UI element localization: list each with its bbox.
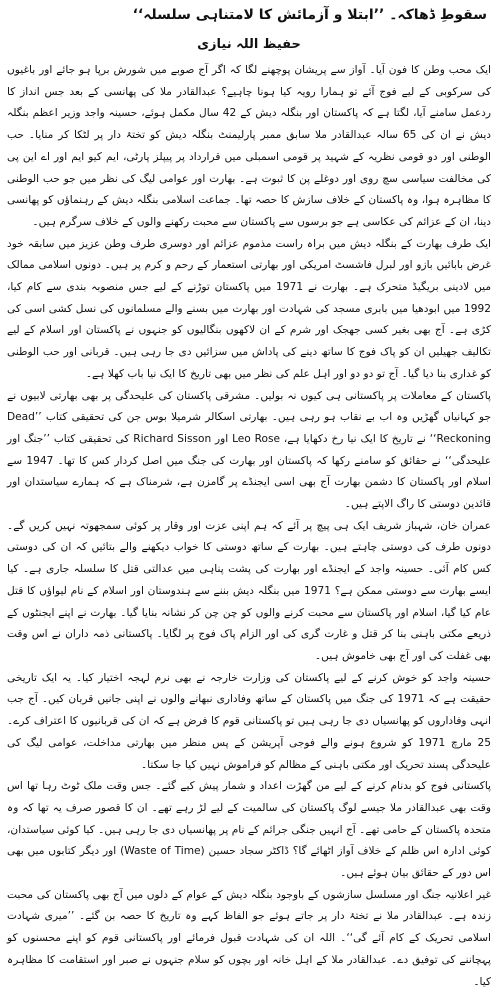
paragraph: ایک محب وطن کا فون آیا۔ آواز سے پریشان پوچھنے لگا کہ اگر آج صوبے میں شورش برپا ہو جائے اور باغیوں کی سرکوبی کے لیے فوج آئے تو ہمارا رویہ کیا ہونا چاہیے؟ عبدالقادر ملا کی پھانسی کے بعد جس انداز کا ردعمل سامنے آیا، لگتا ہے کہ پاکستان اور بنگلہ دیش کے 42 سال مکمل ہوئے، حسینہ واجد وزیر اعظم بنگلہ دیش نے ان کی 65 سالہ عبدالقادر ملا سابق ممبر پارلیمنٹ بنگلہ دیش کو تختۂ دار پر لٹکا کر منایا۔ حب الوطنی اور دو قومی نظریہ کے شہید پر قومی اسمبلی میں قرارداد پر پیپلز پارٹی، ایم کیو ایم اور اے این پی کی مخالفت سیاسی سچ روی اور دوغلے پن کا ثبوت ہے۔ بھارت اور عوامی لیگ کی نظر میں جو حب الوطنی کا مظاہرہ ہوا، وہ پاکستان کے خلاف سازش کا حصہ تھا۔ جماعت اسلامی بنگلہ دیش کے رہنماؤں کو پھانسی دینا، ان کے عزائم کی عکاسی ہے جو برسوں سے پاکستان سے محبت رکھنے والوں کے خلاف سرگرم ہیں۔ — [7, 64, 491, 228]
paragraph: غیر اعلانیہ جنگ اور مسلسل سازشوں کے باوجود بنگلہ دیش کے عوام کے دلوں میں آج بھی پاکستان کی محبت زندہ ہے۔ عبدالقادر ملا نے تختۂ دار پر جاتے ہوئے جو الفاظ کہے وہ تاریخ کا حصہ بن گئے۔ ’’میری شہادت اسلامی تحریک کے کام آئے گی‘‘۔ اللہ ان کی شہادت قبول فرمائے اور پاکستانی قوم کو اپنے محسنوں کو پہچاننے کی توفیق دے۔ عبدالقادر ملا کے اہل خانہ اور بچوں کو سلام جنہوں نے صبر اور استقامت کا مظاہرہ کیا۔ — [7, 888, 491, 988]
paragraph: پاکستانی فوج کو بدنام کرنے کے لیے من گھڑت اعداد و شمار پیش کیے گئے۔ جس وقت ملک ٹوٹ رہا تھا اس وقت بھی عبدالقادر ملا جیسے لوگ پاکستان کی سالمیت کے لیے لڑ رہے تھے۔ ان کا قصور صرف یہ تھا کہ وہ متحدہ پاکستان کے حامی تھے۔ آج انہیں جنگی جرائم کے نام پر پھانسیاں دی جا رہی ہیں۔ کیا کوئی سیاستدان، کوئی ادارہ اس ظلم کے خلاف آواز اٹھائے گا؟ ڈاکٹر سجاد حسین (Waste of Time) اور دیگر کتابوں میں بھی اس دور کے حقائق بیان ہوئے ہیں۔ — [7, 780, 491, 880]
article-body — [7, 60, 491, 993]
paragraph: عمران خان، شہباز شریف ایک ہی پیچ پر آئے کہ ہم اپنی عزت اور وقار پر کوئی سمجھوتہ نہیں کریں گے۔ دونوں طرف کی دوستی چاہتے ہیں۔ بھارت کے ساتھ دوستی کا خواب دیکھنے والے بتائیں کہ ان کی دوستی کس کام آئی۔ حسینہ واجد کے ایجنڈے اور بھارت کی پشت پناہی میں عدالتی قتل کا سلسلہ جاری ہے۔ کیا ایسے بھارت سے دوستی ممکن ہے؟ 1971 میں بنگلہ دیش بننے سے ہندوستان اور اسلام کے نام لیواؤں کا قتل عام کیا گیا، اسلام اور پاکستان سے محبت کرنے والوں کو چن چن کر نشانہ بنایا گیا۔ بھارت نے اپنے ایجنٹوں کے ذریعے مکتی باہنی بنا کر قتل و غارت گری کی اور الزام پاک فوج پر لگایا۔ پاکستانی ذمہ داران نے اس وقت بھی غفلت کی اور آج بھی خاموش ہیں۔ — [7, 519, 491, 662]
paragraph: پاکستان کے معاملات پر پاکستانی ہی کیوں نہ بولیں۔ مشرقی پاکستان کی علیحدگی پر بھی بھارتی لابیوں نے جو کہانیاں گھڑیں وہ اب بے نقاب ہو رہی ہیں۔ بھارتی اسکالر شرمیلا بوس جن کی تحقیقی کتاب ’’Dead Reckoning‘‘ نے تاریخ کا ایک نیا رخ دکھایا ہے، Leo Rose اور Richard Sisson کی تحقیقی کتاب ’’جنگ اور علیحدگی‘‘ نے حقائق کو سامنے رکھا کہ پاکستان اور بھارت کی جنگ میں اصل کردار کس کا تھا۔ 1947 سے اسلام اور پاکستان کا دشمن بھارت آج بھی اسی ایجنڈے پر گامزن ہے، شرمناک ہے کہ ہمارے سیاستدان اور قائدین دوستی کا راگ الاپتے ہیں۔ — [7, 389, 492, 511]
paragraph: حسینہ واجد کو خوش کرنے کے لیے پاکستان کی وزارت خارجہ نے بھی نرم لہجہ اختیار کیا۔ یہ ایک تاریخی حقیقت ہے کہ 1971 کی جنگ میں پاکستان کے ساتھ وفاداری نبھانے والوں نے اپنی جانیں قربان کیں۔ آج جب انہی وفاداروں کو پھانسیاں دی جا رہی ہیں تو پاکستانی قوم کا فرض ہے کہ ان کی قربانیوں کا اعتراف کرے۔ 25 مارچ 1971 کو شروع ہونے والے فوجی آپریشن کے پس منظر میں بھارتی مداخلت، عوامی لیگ کی علیحدگی پسند تحریک اور مکتی باہنی کے مظالم کو فراموش نہیں کیا جا سکتا۔ — [7, 671, 491, 771]
paragraph: ایک طرف بھارت کے بنگلہ دیش میں براہ راست مذموم عزائم اور دوسری طرف وطن عزیز میں سابقہ خود غرض بابائیں بازو اور لبرل فاشسٹ امریکی اور بھارتی استعمار کے رحم و کرم پر ہیں۔ دونوں اسلامی ممالک میں لادینی بریگیڈ متحرک ہے۔ بھارت نے 1971 میں پاکستان توڑنے کے لیے جس منصوبہ بندی سے کام کیا، 1992 میں ابودھیا میں بابری مسجد کی شہادت اور بھارت میں بسنے والے مسلمانوں کی نسل کشی اسی کی کڑی ہے۔ آج بھی بغیر کسی جھجک اور شرم کے ان لاکھوں بنگالیوں کو جنہوں نے پاکستان اور اسلام کے لیے تکالیف جھیلیں ان کو پاک فوج کا ساتھ دینے کی پاداش میں سزائیں دی جا رہی ہیں۔ قربانی اور حب الوطنی کو غداری بنا دیا گیا۔ آج تو دو دو اور اہل علم کی نظر میں بھی تاریخ کا ایک نیا باب کھلا ہے۔ — [7, 237, 492, 380]
article-title: سقوطِ ڈھاکہ۔ ’’ابتلا و آزمائش کا لامتناہی سلسلہ‘‘ — [132, 7, 487, 23]
author-name: حفیظ اللہ نیازی — [197, 37, 301, 52]
